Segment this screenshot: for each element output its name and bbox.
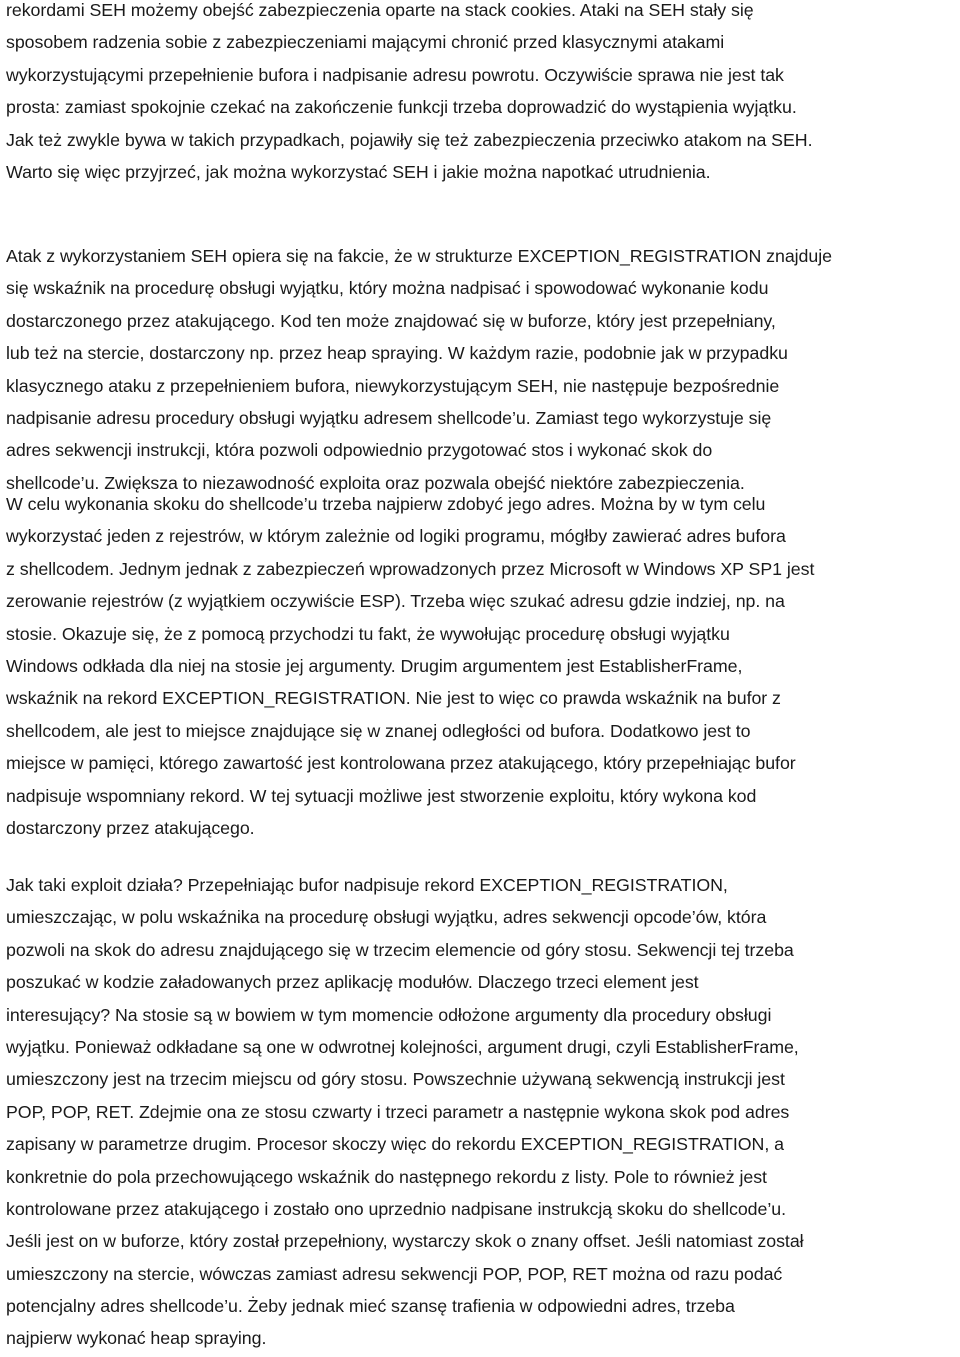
text-line: potencjalny adres shellcode’u. Żeby jednak mieć szansę trafienia w odpowiedni adres, trzeba xyxy=(6,1296,735,1317)
text-line: zapisany w parametrze drugim. Procesor skoczy więc do rekordu EXCEPTION_REGISTRATION, a xyxy=(6,1134,784,1155)
text-line: Jeśli jest on w buforze, który został przepełniony, wystarczy skok o znany offset. Jeśli natomiast został xyxy=(6,1231,804,1252)
text-line: dostarczony przez atakującego. xyxy=(6,817,255,838)
text-line: Windows odkłada dla niej na stosie jej argumenty. Drugim argumentem jest EstablisherFrame, xyxy=(6,655,743,676)
text-line: adres sekwencji instrukcji, która pozwoli odpowiednio przygotować stos i wykonać skok do xyxy=(6,440,713,461)
text-line: wykorzystać jeden z rejestrów, w którym zależnie od logiki programu, mógłby zawierać adres bufora xyxy=(6,526,786,547)
text-line: z shellcodem. Jednym jednak z zabezpieczeń wprowadzonych przez Microsoft w Windows XP SP1 jest xyxy=(6,558,815,579)
text-line: nadpisuje wspomniany rekord. W tej sytuacji możliwe jest stworzenie exploitu, który wykona kod xyxy=(6,785,757,806)
text-line: prosta: zamiast spokojnie czekać na zakończenie funkcji trzeba doprowadzić do wystąpienia wyjątku. xyxy=(6,97,797,118)
paragraph-exploit-mechanics xyxy=(6,869,804,1355)
text-line: się wskaźnik na procedurę obsługi wyjątku, który można nadpisać i spowodować wykonanie kodu xyxy=(6,278,769,299)
text-line: W celu wykonania skoku do shellcode’u trzeba najpierw zdobyć jego adres. Można by w tym celu xyxy=(6,494,766,514)
text-line: shellcode’u. Zwiększa to niezawodność exploita oraz pozwala obejść niektóre zabezpieczenia. xyxy=(6,472,745,493)
text-line: stosie. Okazuje się, że z pomocą przychodzi tu fakt, że wywołując procedurę obsługi wyjątku xyxy=(6,623,730,644)
text-line: umieszczony na stercie, wówczas zamiast adresu sekwencji POP, POP, RET można od razu podać xyxy=(6,1263,783,1284)
text-line: kontrolowane przez atakującego i zostało ono uprzednio nadpisane instrukcją skoku do shellcode’u. xyxy=(6,1198,786,1219)
text-line: umieszczony jest na trzecim miejscu od góry stosu. Powszechnie używaną sekwencją instrukcji jest xyxy=(6,1069,785,1090)
text-line: Atak z wykorzystaniem SEH opiera się na fakcie, że w strukturze EXCEPTION_REGISTRATION znajduje xyxy=(6,246,832,266)
text-line: wyjątku. Ponieważ odkładane są one w odwrotnej kolejności, argument drugi, czyli EstablisherFrame, xyxy=(6,1036,799,1057)
text-line: wskaźnik na rekord EXCEPTION_REGISTRATION. Nie jest to więc co prawda wskaźnik na bufor z xyxy=(6,688,781,709)
text-line: sposobem radzenia sobie z zabezpieczeniami mającymi chronić przed klasycznymi atakami xyxy=(6,32,725,53)
text-line: najpierw wykonać heap spraying. xyxy=(6,1328,267,1349)
text-line: pozwoli na skok do adresu znajdującego się w trzecim elemencie od góry stosu. Sekwencji tej trzeba xyxy=(6,939,794,960)
text-line: lub też na stercie, dostarczony np. przez heap spraying. W każdym razie, podobnie jak w przypadku xyxy=(6,343,788,364)
text-line: POP, POP, RET. Zdejmie ona ze stosu czwarty i trzeci parametr a następnie wykona skok pod adres xyxy=(6,1101,790,1122)
text-line: Jak też zwykle bywa w takich przypadkach, pojawiły się też zabezpieczenia przeciwko atakom na SEH. xyxy=(6,129,813,150)
text-line: rekordami SEH możemy obejść zabezpieczenia oparte na stack cookies. Ataki na SEH stały się xyxy=(6,0,754,20)
text-line: nadpisanie adresu procedury obsługi wyjątku adresem shellcode’u. Zamiast tego wykorzystuje się xyxy=(6,407,772,428)
text-line: zerowanie rejestrów (z wyjątkiem oczywiście ESP). Trzeba więc szukać adresu gdzie indziej, np. na xyxy=(6,591,785,612)
text-line: dostarczonego przez atakującego. Kod ten może znajdować się w buforze, który jest przepełniany, xyxy=(6,310,776,331)
text-line: Jak taki exploit działa? Przepełniając bufor nadpisuje rekord EXCEPTION_REGISTRATION, xyxy=(6,875,728,895)
text-line: miejsce w pamięci, którego zawartość jest kontrolowana przez atakującego, który przepełniając bufor xyxy=(6,753,796,774)
text-line: interesujący? Na stosie są w bowiem w tym momencie odłożone argumenty dla procedury obsługi xyxy=(6,1004,772,1025)
paragraph-seh-attack xyxy=(6,240,832,499)
text-line: shellcodem, ale jest to miejsce znajdujące się w znanej odległości od bufora. Dodatkowo jest to xyxy=(6,720,751,741)
paragraph-seh-intro xyxy=(6,0,812,188)
paragraph-shellcode-address xyxy=(6,488,814,844)
text-line: umieszczając, w polu wskaźnika na procedurę obsługi wyjątku, adres sekwencji opcode’ów, która xyxy=(6,907,767,928)
text-line: Warto się więc przyjrzeć, jak można wykorzystać SEH i jakie można napotkać utrudnienia. xyxy=(6,161,711,182)
text-line: wykorzystującymi przepełnienie bufora i nadpisanie adresu powrotu. Oczywiście sprawa nie jest tak xyxy=(6,64,784,85)
text-line: klasycznego ataku z przepełnieniem bufora, niewykorzystującym SEH, nie następuje bezpośrednie xyxy=(6,375,780,396)
text-line: konkretnie do pola przechowującego wskaźnik do następnego rekordu z listy. Pole to również jest xyxy=(6,1166,767,1187)
text-line: poszukać w kodzie załadowanych przez aplikację modułów. Dlaczego trzeci element jest xyxy=(6,972,699,993)
